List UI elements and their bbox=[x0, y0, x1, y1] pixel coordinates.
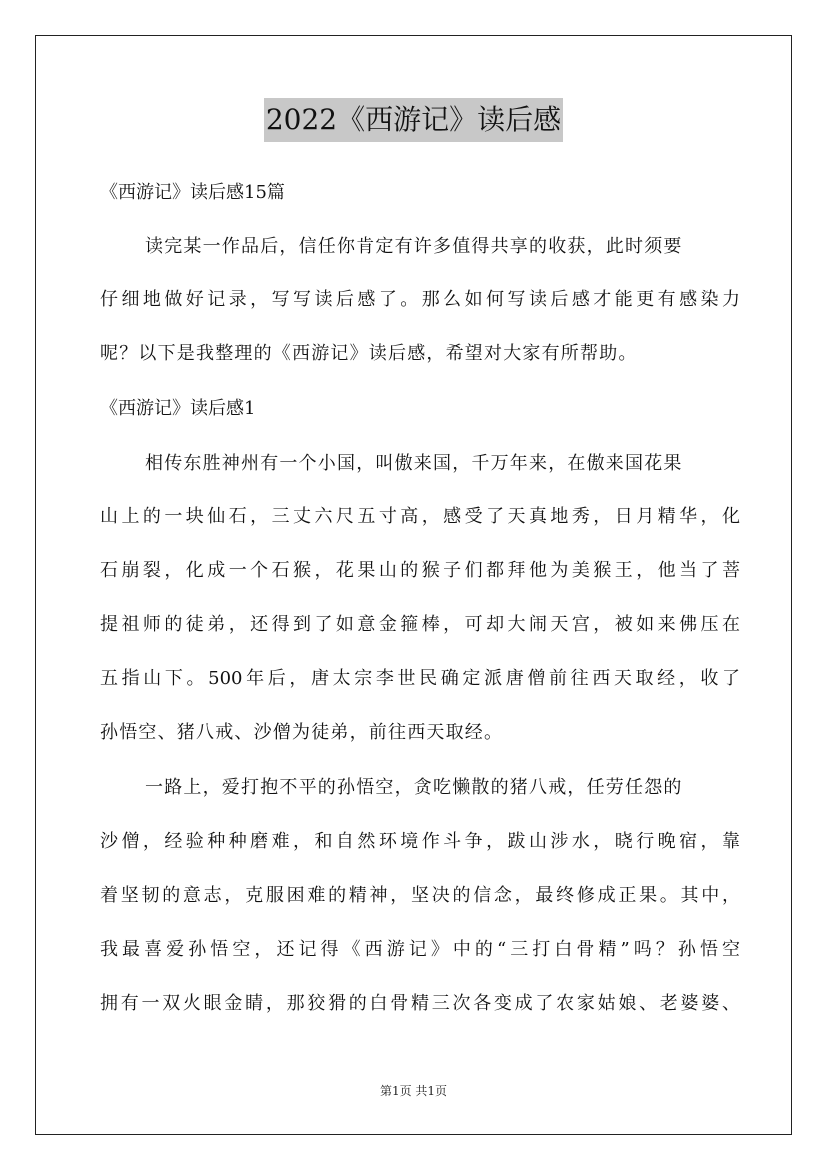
para1-line: 五指山下。500年后，唐太宗李世民确定派唐僧前往西天取经，收了 bbox=[100, 668, 740, 689]
intro-line: 呢？以下是我整理的《西游记》读后感，希望对大家有所帮助。 bbox=[100, 343, 638, 364]
document-title: 2022《西游记》读后感 bbox=[264, 98, 563, 142]
heading-intro: 《西游记》读后感15篇 bbox=[100, 182, 285, 203]
para1-line: 提祖师的徒弟，还得到了如意金箍棒，可却大闹天宫，被如来佛压在 bbox=[100, 614, 740, 635]
para1-line: 石崩裂，化成一个石猴，花果山的猴子们都拜他为美猴王，他当了菩 bbox=[100, 560, 740, 581]
para1-line: 山上的一块仙石，三丈六尺五寸高，感受了天真地秀，日月精华，化 bbox=[100, 506, 740, 527]
intro-line: 读完某一作品后，信任你肯定有许多值得共享的收获，此时须要 bbox=[145, 236, 683, 257]
para2-line: 沙僧，经验种种磨难，和自然环境作斗争，跋山涉水，晓行晚宿，靠 bbox=[100, 831, 740, 852]
para2-line: 拥有一双火眼金睛，那狡猾的白骨精三次各变成了农家姑娘、老婆婆、 bbox=[100, 993, 740, 1014]
title-wrap bbox=[0, 98, 827, 142]
page-footer: 第1页 共1页 bbox=[379, 1084, 448, 1098]
para2-line: 我最喜爱孙悟空，还记得《西游记》中的“三打白骨精”吗？孙悟空 bbox=[100, 939, 740, 960]
heading-1: 《西游记》读后感1 bbox=[100, 398, 256, 419]
intro-line: 仔细地做好记录，写写读后感了。那么如何写读后感才能更有感染力 bbox=[100, 289, 740, 310]
para2-line: 着坚韧的意志，克服困难的精神，坚决的信念，最终修成正果。其中， bbox=[100, 885, 740, 906]
para2-line: 一路上，爱打抱不平的孙悟空，贪吃懒散的猪八戒，任劳任怨的 bbox=[145, 777, 683, 798]
para1-line: 孙悟空、猪八戒、沙僧为徒弟，前往西天取经。 bbox=[100, 722, 504, 743]
para1-line: 相传东胜神州有一个小国，叫傲来国，千万年来，在傲来国花果 bbox=[145, 453, 683, 474]
